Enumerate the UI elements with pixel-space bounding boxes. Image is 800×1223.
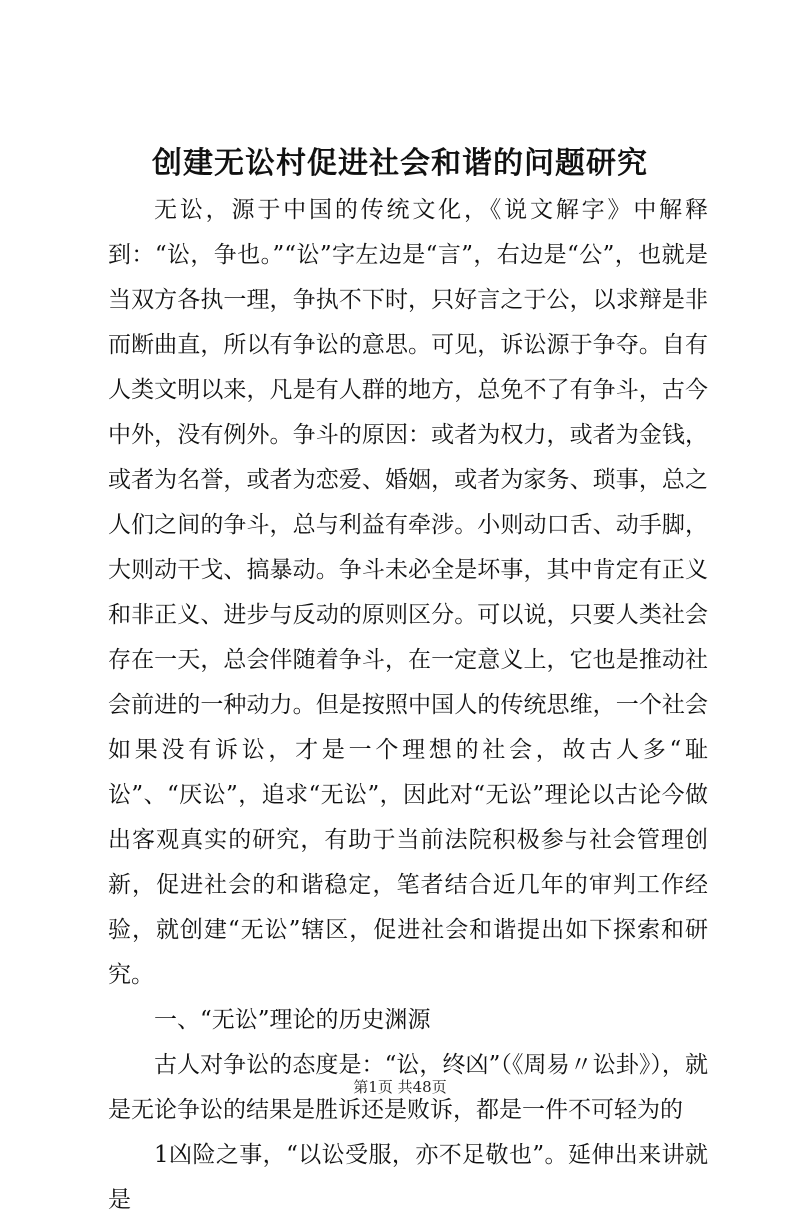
paragraph-history: 古人对争讼的态度是：“讼，终凶”（《周易〃讼卦》），就是无论争讼的结果是胜诉还是败诉，都是一件不可轻为的: [108, 1052, 708, 1123]
page-footer: 第1页 共48页: [353, 1078, 447, 1096]
section-heading: 一、“无讼”理论的历史渊源: [154, 1007, 431, 1033]
document-body: [108, 188, 708, 1223]
paragraph-intro: 无讼，源于中国的传统文化，《说文解字》中解释到：“讼，争也。”“讼”字左边是“言”，右边是“公”，也就是当双方各执一理，争执不下时，只好言之于公，以求辩是非而断曲直，所以有争讼的意思。可见，诉讼源于争夺。自有人类文明以来，凡是有人群的地方，总免不了有争斗，古今中外，没有例外。争斗的原因：或者为权力，或者为金钱，或者为名誉，或者为恋爱、婚姻，或者为家务、琐事，总之人们之间的争斗，总与利益有牵涉。小则动口舌、动手脚，大则动干戈、搞暴动。争斗未必全是坏事，其中肯定有正义和非正义、进步与反动的原则区分。可以说，只要人类社会存在一天，总会伴随着争斗，在一定意义上，它也是推动社会前进的一种动力。但是按照中国人的传统思维，一个社会如果没有诉讼，才是一个理想的社会，故古人多“耻讼”、“厌讼”，追求“无讼”，因此对“无讼”理论以古论今做出客观真实的研究，有助于当前法院积极参与社会管理创新，促进社会的和谐稳定，笔者结合近几年的审判工作经验，就创建“无讼”辖区，促进社会和谐提出如下探索和研究。: [108, 197, 708, 988]
paragraph-continuation: 1凶险之事，“以讼受服，亦不足敬也”。延伸出来讲就是: [108, 1142, 708, 1213]
document-title: 创建无讼村促进社会和谐的问题研究: [152, 146, 648, 181]
